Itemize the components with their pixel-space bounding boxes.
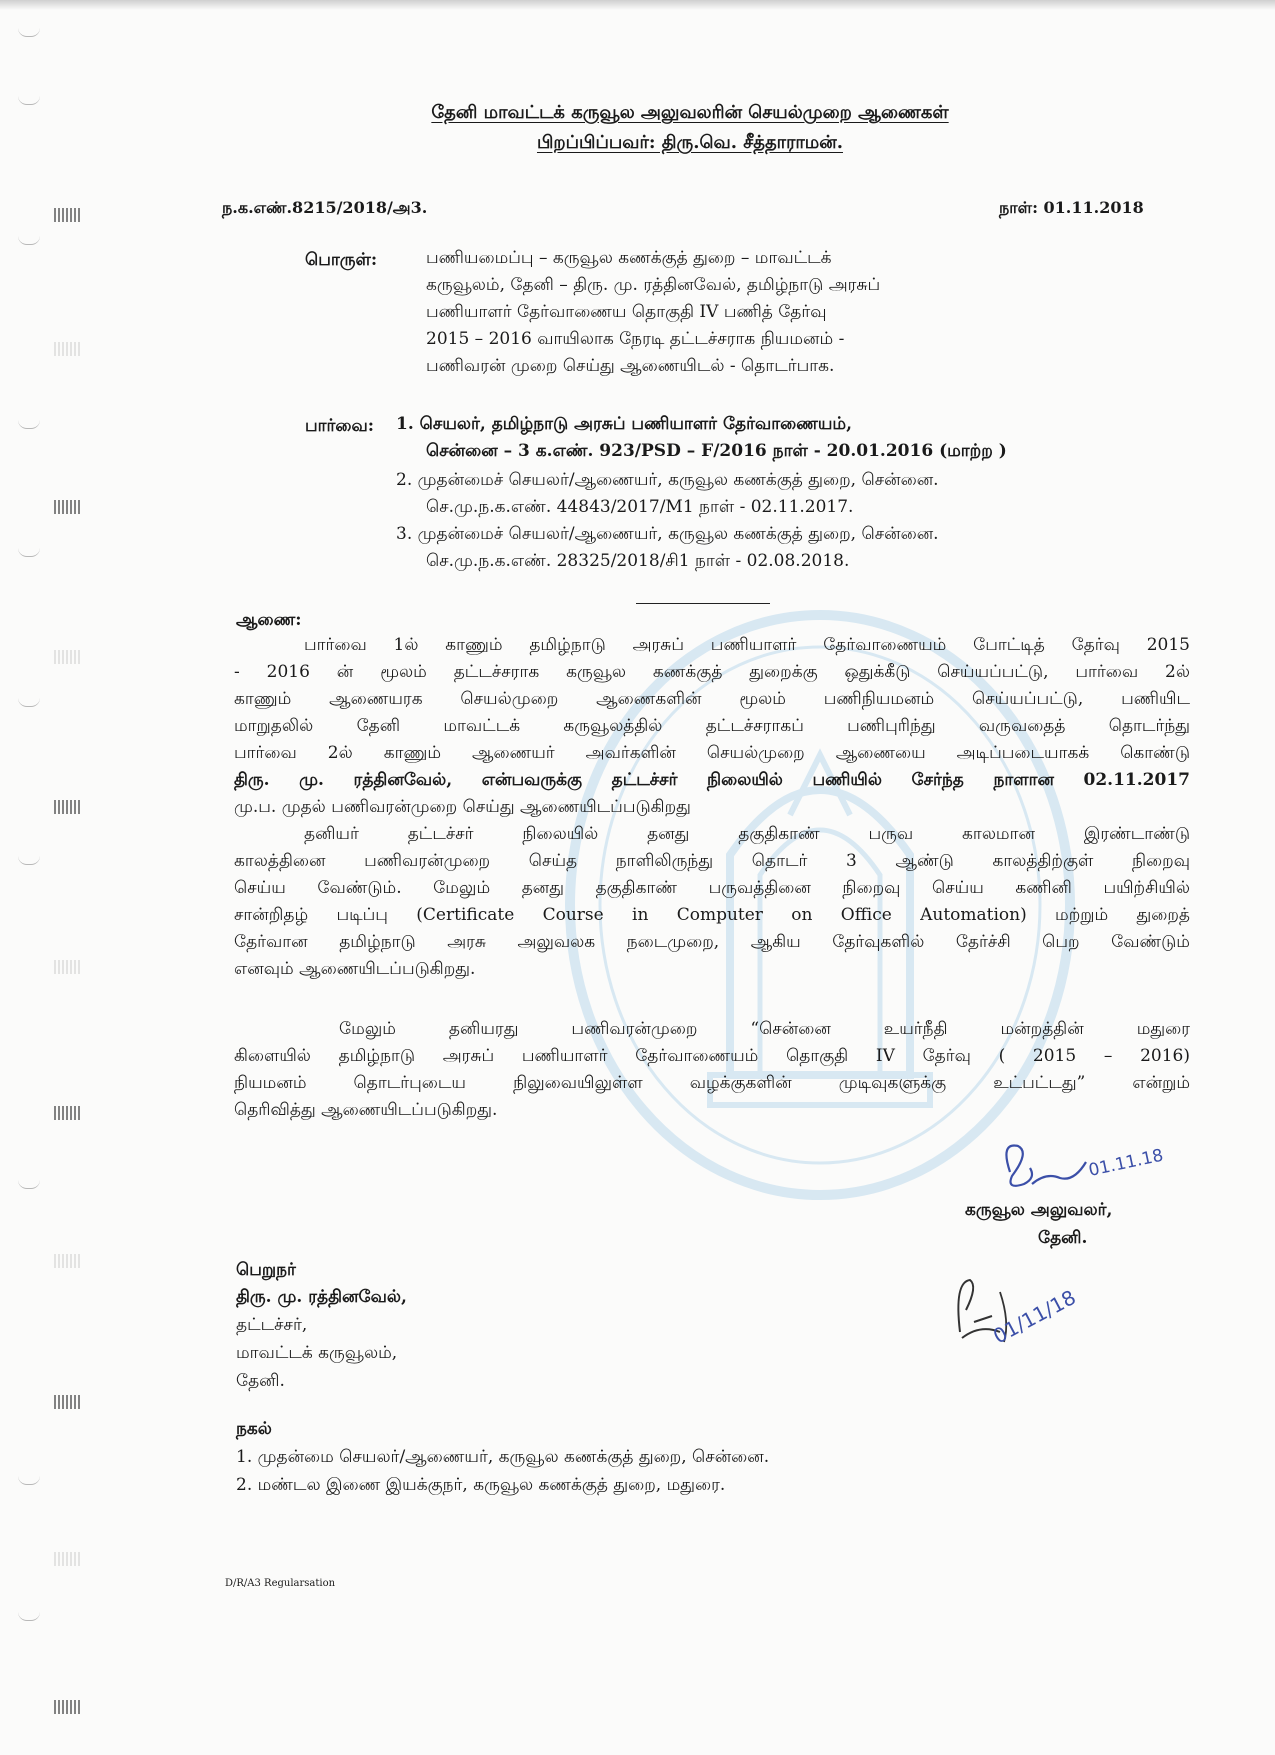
order-line: சான்றிதழ் படிப்பு (Certificate Course in Computer on Office Automation) மற்றும் துறைத் [234, 905, 1190, 925]
copy-item: 2. மண்டல இணை இயக்குநர், கருவூல கணக்குத் துறை, மதுரை. [236, 1475, 726, 1495]
order-line: காணும் ஆணையரக செயல்முறை ஆணைகளின் மூலம் பணிநியமனம் செய்யப்பட்டு, பணியிட [234, 689, 1190, 709]
order-paragraph-3 [234, 1016, 1190, 1124]
punch-hole-mark [54, 500, 82, 514]
order-line: பார்வை 1ல் காணும் தமிழ்நாடு அரசுப் பணியாளர் தேர்வாணையம் போட்டித் தேர்வு 2015 [304, 635, 1190, 655]
order-line: கிளையில் தமிழ்நாடு அரசுப் பணியாளர் தேர்வாணையம் தொகுதி IV தேர்வு ( 2015 – 2016) [234, 1046, 1190, 1066]
reference-number-1: 1. [396, 414, 414, 434]
file-code: D/R/A3 Regularsation [225, 1578, 336, 1589]
reference-number-3: 3. [396, 524, 413, 544]
section-divider [636, 603, 770, 604]
receiver-address [236, 1283, 407, 1395]
order-line: எனவும் ஆணையிடப்படுகிறது. [234, 959, 476, 979]
copy-list [236, 1443, 769, 1499]
order-line: காலத்தினை பணிவரன்முறை செய்த நாளிலிருந்து தொடர் 3 ஆண்டு காலத்திற்குள் நிறைவு [234, 851, 1190, 871]
reference-item-1 [396, 411, 852, 438]
order-paragraph-2 [234, 821, 1190, 983]
signature-date: 01.11.18 [1086, 1145, 1166, 1181]
receiver-line: தேனி. [236, 1371, 285, 1391]
reference-item-2 [396, 467, 939, 494]
order-line: மேலும் தனியரது பணிவரன்முறை “சென்னை உயர்நீதி மன்றத்தின் மதுரை [339, 1019, 1190, 1039]
subject-line: கருவூலம், தேனி – திரு. மு. ரத்தினவேல், தமிழ்நாடு அரசுப் [426, 275, 881, 295]
order-line: திரு. மு. ரத்தினவேல், என்பவருக்கு தட்டச்சர் நிலையில் பணியில் சேர்ந்த நாளான 02.11.2017 [234, 770, 1190, 790]
copy-item: 1. முதன்மை செயலர்/ஆணையர், கருவூல கணக்குத் துறை, சென்னை. [236, 1447, 770, 1467]
order-line: செய்ய வேண்டும். மேலும் தனது தகுதிகாண் பருவத்தினை நிறைவு செய்ய கணினி பயிற்சியில் [234, 878, 1190, 898]
order-line: பார்வை 2ல் காணும் ஆணையர் அவர்களின் செயல்முறை ஆணையை அடிப்படையாகக் கொண்டு [234, 743, 1190, 763]
order-line: தேர்வான தமிழ்நாடு அரசு அலுவலக நடைமுறை, ஆகிய தேர்வுகளில் தேர்ச்சி பெற வேண்டும் [234, 932, 1190, 952]
signatory-title: கருவூல அலுவலர், [965, 1200, 1113, 1220]
subject-line: பணியமைப்பு – கருவூல கணக்குத் துறை – மாவட்டக் [426, 248, 832, 268]
office-heading: தேனி மாவட்டக் கருவூல அலுவலரின் செயல்முறை ஆணைகள் [431, 102, 949, 123]
punch-hole-mark [54, 1700, 82, 1714]
reference-label: பார்வை: [305, 416, 375, 436]
receiver-line: திரு. மு. ரத்தினவேல், [236, 1287, 407, 1307]
reference-number-2: 2. [396, 470, 413, 490]
reference-number: ந.க.எண்.8215/2018/அ3. [222, 198, 428, 217]
receiver-line: தட்டச்சர், [236, 1315, 308, 1335]
subject-label: பொருள்: [305, 250, 378, 270]
receiver-label: பெறுநர் [236, 1260, 296, 1280]
order-line: மாறுதலில் தேனி மாவட்டக் கருவூலத்தில் தட்டச்சராகப் பணிபுரிந்து வருவதைத் தொடர்ந்து [234, 716, 1190, 736]
reference-line: சென்னை – 3 க.எண். 923/PSD – F/2016 நாள் - 20.01.2016 (மாற்ற ) [426, 441, 1007, 461]
issuer-heading: பிறப்பிப்பவர்: திரு.வெ. சீத்தாராமன். [536, 132, 843, 153]
order-label: ஆணை: [236, 610, 302, 630]
reference-line: முதன்மைச் செயலர்/ஆணையர், கருவூல கணக்குத் துறை, சென்னை. [417, 524, 939, 544]
subject-line: 2015 – 2016 வாயிலாக நேரடி தட்டச்சராக நியமனம் - [426, 329, 845, 349]
punch-hole-mark [54, 800, 82, 814]
order-line: தெரிவித்து ஆணையிடப்படுகிறது. [234, 1100, 498, 1120]
subject-line: பணிவரன் முறை செய்து ஆணையிடல் - தொடர்பாக. [426, 356, 835, 376]
initials-mark [940, 1262, 1110, 1362]
order-line: தனியர் தட்டச்சர் நிலையில் தனது தகுதிகாண் பருவ காலமான இரண்டாண்டு [304, 824, 1190, 844]
copy-label: நகல் [236, 1419, 272, 1439]
reference-line: செயலர், தமிழ்நாடு அரசுப் பணியாளர் தேர்வாணையம், [419, 414, 853, 434]
order-paragraph-1 [234, 632, 1190, 821]
punch-hole-mark [54, 1106, 82, 1120]
punch-hole-mark [54, 1395, 82, 1409]
subject-line: பணியாளர் தேர்வாணைய தொகுதி IV பணித் தேர்வு [426, 302, 827, 322]
reference-line: செ.மு.ந.க.எண். 28325/2018/சி1 நாள் - 02.08.2018. [426, 551, 850, 571]
signatory-place: தேனி. [1038, 1228, 1088, 1248]
punch-hole-mark [54, 208, 82, 222]
initials-date: 01/11/18 [989, 1285, 1080, 1349]
binding-strip [0, 0, 110, 1755]
order-line: மு.ப. முதல் பணிவரன்முறை செய்து ஆணையிடப்படுகிறது [234, 797, 691, 817]
order-date: நாள்: 01.11.2018 [999, 198, 1144, 217]
reference-line: செ.மு.ந.க.எண். 44843/2017/M1 நாள் - 02.11.2017. [426, 497, 854, 517]
order-line: நியமனம் தொடர்புடைய நிலுவையிலுள்ள வழக்குகளின் முடிவுகளுக்கு உட்பட்டது” என்றும் [234, 1073, 1190, 1093]
receiver-line: மாவட்டக் கருவூலம், [236, 1343, 398, 1363]
reference-line: முதன்மைச் செயலர்/ஆணையர், கருவூல கணக்குத் துறை, சென்னை. [417, 470, 939, 490]
order-line: - 2016 ன் மூலம் தட்டச்சராக கருவூல கணக்குத் துறைக்கு ஒதுக்கீடு செய்யப்பட்டு, பார்வை 2ல் [234, 662, 1190, 682]
subject-text [426, 245, 880, 380]
reference-item-3 [396, 521, 939, 548]
